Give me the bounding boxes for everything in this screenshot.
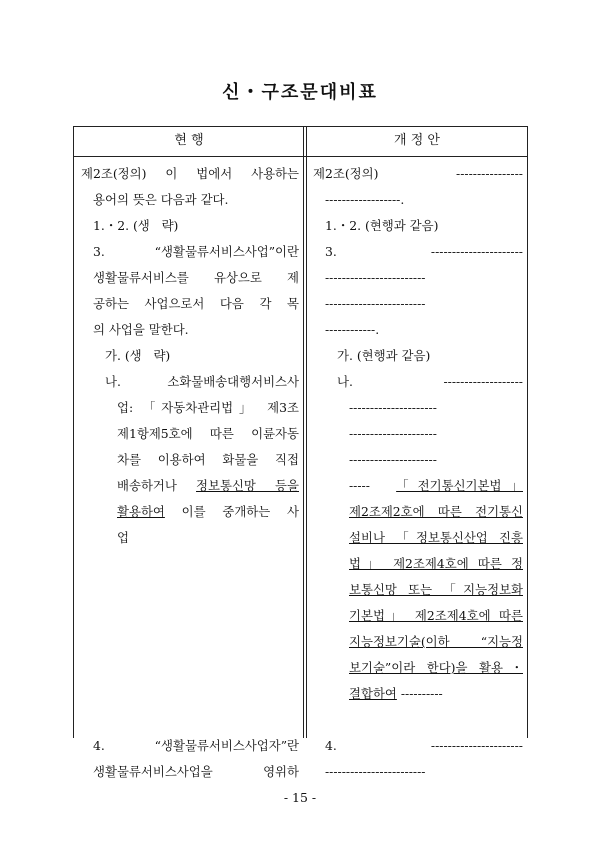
current-text-line — [81, 629, 299, 655]
current-text-line — [81, 577, 299, 603]
revised-text-line — [313, 499, 523, 525]
revised-text-line — [313, 473, 523, 499]
text-segment: 이를 중개하는 사 — [164, 504, 299, 519]
revised-text-line: 나. ------------------- — [337, 374, 523, 389]
header-current: 현 행 — [174, 133, 204, 148]
revised-text-line: 가. (현행과 같음) — [337, 348, 431, 363]
current-column — [81, 161, 299, 785]
current-text-line: 의 사업을 말한다. — [93, 322, 189, 337]
revised-text-line — [313, 525, 523, 551]
current-text-line — [81, 603, 299, 629]
current-text-line: 3. “생활물류서비스사업”이란 — [93, 244, 299, 259]
current-text-line: 차를 이용하여 화물을 직접 — [117, 452, 299, 467]
revised-text-line — [313, 629, 523, 655]
current-text-line: 나. 소화물배송대행서비스사 — [105, 374, 299, 389]
revised-text-line — [313, 655, 523, 681]
underlined-text: 정보통신망 등을 — [196, 478, 299, 493]
underlined-text: 제2조제2호에 따른 전기통신 — [349, 504, 523, 519]
current-text-line — [81, 551, 299, 577]
current-text-line: 가. (생 략) — [105, 348, 171, 363]
revised-column — [313, 161, 523, 785]
underlined-text: 지능정보기술(이하 “지능정 — [349, 634, 523, 649]
revised-text-line: ------------. — [325, 322, 380, 337]
comparison-table — [73, 126, 528, 779]
revised-text-line: ------------------------ — [325, 296, 426, 311]
revised-text-line: --------------------- — [349, 400, 437, 415]
underlined-text: 보통신망 또는 「지능정보화 — [349, 582, 523, 597]
revised-text-line: --------------------- — [349, 452, 437, 467]
revised-text-line: 4. ---------------------- — [325, 738, 523, 753]
underlined-text: 설비나 「정보통신산업 진흥 — [349, 530, 523, 545]
revised-text-line: 3. ---------------------- — [325, 244, 523, 259]
header-revised: 개 정 안 — [394, 133, 440, 148]
current-text-line: 4. “생활물류서비스사업자”란 — [93, 738, 299, 753]
revised-text-line — [313, 603, 523, 629]
revised-text-line — [313, 577, 523, 603]
text-segment: ---------- — [396, 686, 443, 701]
text-segment: 배송하거나 — [117, 478, 197, 493]
underlined-text: 보기술”이라 한다)을 활용・ — [349, 660, 523, 675]
revised-text-line — [313, 551, 523, 577]
page-number: - 15 - — [283, 790, 317, 805]
table-header — [74, 127, 527, 157]
current-text-line — [81, 707, 299, 733]
current-text-line — [81, 473, 299, 499]
current-text-line — [81, 681, 299, 707]
current-text-line: 생활물류서비스사업을 영위하 — [93, 764, 299, 779]
revised-text-line: 제2조(정의) ---------------- — [313, 166, 523, 181]
current-text-line: 생활물류서비스를 유상으로 제 — [93, 270, 299, 285]
column-divider — [306, 127, 307, 738]
revised-text-line: 1.・2. (현행과 같음) — [325, 218, 439, 233]
current-text-line: 용어의 뜻은 다음과 같다. — [93, 192, 229, 207]
underlined-text: 결합하여 — [349, 686, 397, 701]
revised-text-line — [313, 707, 523, 733]
underlined-text: 기본법」 제2조제4호에 따른 — [349, 608, 523, 623]
current-text-line: 공하는 사업으로서 다음 각 목 — [93, 296, 299, 311]
current-text-line: 제1항제5호에 따른 이륜자동 — [117, 426, 299, 441]
underlined-text: 「전기통신기본법」 — [396, 478, 523, 493]
column-divider — [303, 127, 304, 738]
page-title: 신・구조문대비표 — [222, 82, 378, 103]
current-text-line: 업 — [117, 530, 129, 545]
revised-text-line — [313, 681, 523, 707]
underlined-text: 법」 제2조제4호에 따른 정 — [349, 556, 523, 571]
current-text-line: 1.・2. (생 략) — [93, 218, 179, 233]
revised-text-line: --------------------- — [349, 426, 437, 441]
revised-text-line: ------------------. — [325, 192, 405, 207]
revised-text-line: ------------------------ — [325, 764, 426, 779]
current-text-line: 업: 「자동차관리법」 제3조 — [117, 400, 299, 415]
text-segment: ----- — [349, 478, 397, 493]
current-text-line — [81, 499, 299, 525]
underlined-text: 활용하여 — [117, 504, 165, 519]
current-text-line — [81, 655, 299, 681]
revised-text-line: ------------------------ — [325, 270, 426, 285]
current-text-line: 제2조(정의) 이 법에서 사용하는 — [81, 166, 299, 181]
